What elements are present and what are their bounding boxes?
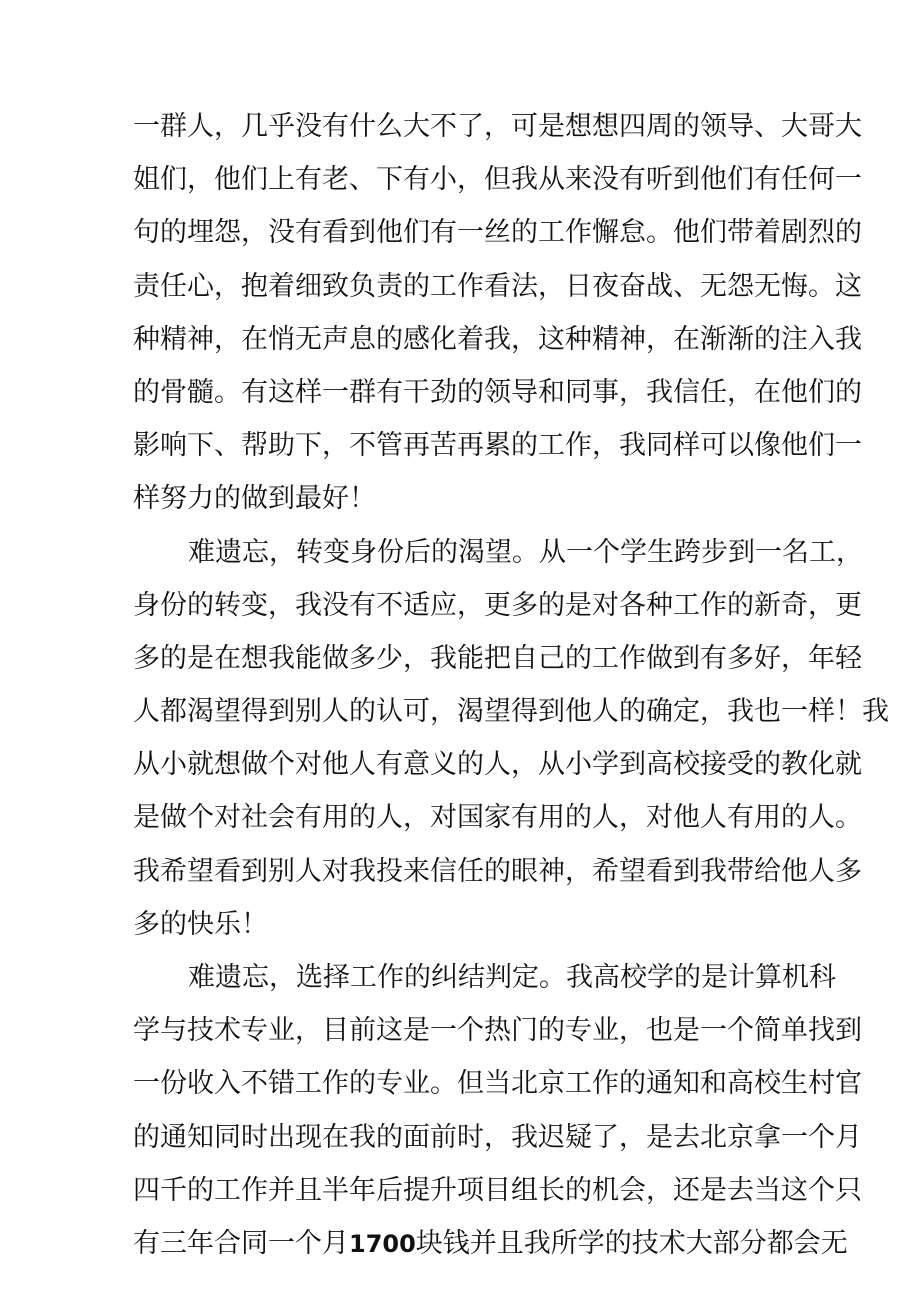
text-line: 种精神，在悄无声息的感化着我，这种精神，在渐渐的注入我 [133,323,862,355]
text-line: 一份收入不错工作的专业。但当北京工作的通知和高校生村官 [133,1068,862,1100]
text-line-last [133,1217,848,1270]
text-line: 样努力的做到最好！ [133,483,376,515]
text-line: 多的快乐！ [133,908,268,940]
text-line: 人都渴望得到别人的认可，渴望得到他人的确定，我也一样！我 [133,696,889,728]
text-line: 四千的工作并且半年后提升项目组长的机会，还是去当这个只 [133,1174,862,1206]
text-line: 姐们，他们上有老、下有小，但我从来没有听到他们有任何一 [133,164,862,196]
text-line: 我希望看到别人对我投来信任的眼神，希望看到我带给他人多 [133,855,862,887]
number-fragment: 1700 [349,1229,416,1258]
text-line: 句的埋怨，没有看到他们有一丝的工作懈怠。他们带着剧烈的 [133,217,862,249]
text-line: 难遗忘，转变身份后的渴望。从一个学生跨步到一名工， [188,536,863,568]
text-line: 身份的转变，我没有不适应，更多的是对各种工作的新奇，更 [133,589,862,621]
text-line: 一群人，几乎没有什么大不了，可是想想四周的领导、大哥大 [133,111,862,142]
text-line: 的骨髓。有这样一群有干劲的领导和同事，我信任，在他们的 [133,376,862,408]
text-line: 的通知同时出现在我的面前时，我迟疑了，是去北京拿一个月 [133,1121,862,1153]
text-line: 责任心，抱着细致负责的工作看法，日夜奋战、无怨无悔。这 [133,270,862,302]
text-line: 从小就想做个对他人有意义的人，从小学到高校接受的教化就 [133,749,862,781]
body-text [133,100,889,1270]
text-fragment: 块钱并且我所学的技术大部分都会无 [415,1227,848,1259]
text-line: 影响下、帮助下，不管再苦再累的工作，我同样可以像他们一 [133,430,862,462]
text-line: 多的是在想我能做多少，我能把自己的工作做到有多好，年轻 [133,642,862,674]
text-fragment: 有三年合同一个月 [133,1227,349,1259]
text-line: 学与技术专业，目前这是一个热门的专业，也是一个简单找到 [133,1015,862,1047]
text-line: 难遗忘，选择工作的纠结判定。我高校学的是计算机科 [188,962,836,993]
text-line: 是做个对社会有用的人，对国家有用的人，对他人有用的人。 [133,802,862,834]
